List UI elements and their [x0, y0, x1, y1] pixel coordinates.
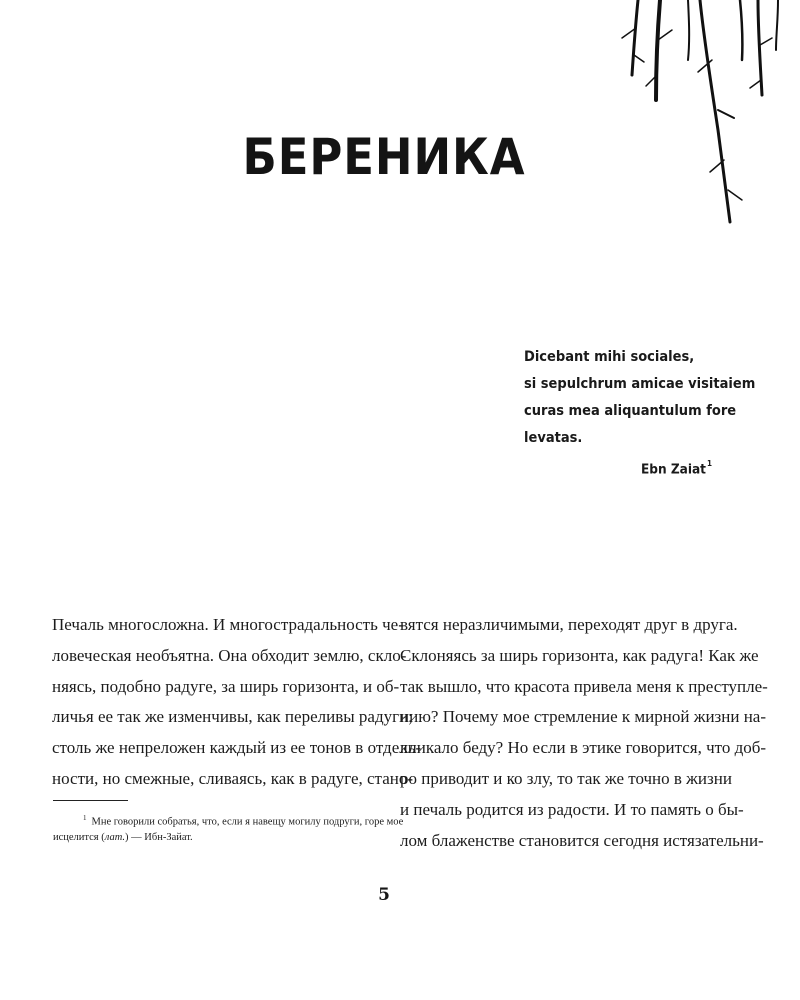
text-line: вятся неразличимыми, переходят друг в друга. — [400, 615, 738, 634]
text-line: ности, но смежные, сливаясь, как в радуге, стано- — [52, 768, 414, 788]
epigraph-line: levatas. — [524, 430, 583, 446]
text-line: кликало беду? Но если в этике говорится, что доб- — [400, 738, 767, 758]
epigraph-author-name: Ebn Zaiat — [640, 461, 706, 478]
text-line: Склоняясь за ширь горизонта, как радуга! Как же — [400, 645, 759, 665]
text-line: так вышло, что красота привела меня к преступле- — [400, 676, 768, 696]
footnote-text-italic: лат. — [104, 831, 126, 843]
footnote-line — [53, 811, 404, 830]
text-line: ро приводит и ко злу, то так же точно в жизни — [400, 768, 732, 788]
epigraph-line: curas mea aliquantulum fore — [524, 403, 737, 419]
text-line: ловеческая необъятна. Она обходит землю, скло- — [52, 645, 407, 665]
page-number: 5 — [378, 885, 390, 905]
text-line: лом блаженстве становится сегодня истязательни- — [400, 830, 764, 850]
footnote-text-start: исцелится ( — [53, 831, 105, 843]
hanging-branches-illustration — [600, 0, 800, 230]
text-line: и печаль родится из радости. И то память о бы- — [400, 799, 744, 819]
text-line: столь же непреложен каждый из ее тонов в отдель- — [52, 738, 422, 758]
text-line: няясь, подобно радуге, за ширь горизонта, и об- — [52, 676, 400, 696]
epigraph-line: si sepulchrum amicae visitaiem — [524, 376, 756, 392]
text-column-left — [52, 610, 422, 795]
text-line: личья ее так же изменчивы, как переливы радуги; — [52, 707, 413, 727]
epigraph-line: Dicebant mihi sociales, — [524, 349, 695, 365]
footnote — [53, 811, 404, 845]
footnote-text: Мне говорили собратья, что, если я навещу могилу подруги, горе мое — [91, 816, 404, 828]
footnote-marker: 1 — [706, 459, 712, 468]
footnote-line — [53, 830, 366, 845]
chapter-title: БЕРЕНИКА — [242, 128, 526, 186]
epigraph-author — [524, 452, 720, 484]
text-line: нию? Почему мое стремление к мирной жизни на- — [400, 707, 767, 727]
footnote-divider — [53, 800, 128, 801]
footnote-number: 1 — [83, 814, 87, 822]
footnote-text-end: ) — Ибн-Зайат. — [125, 831, 193, 843]
text-column-right — [400, 610, 768, 856]
epigraph — [524, 344, 756, 484]
text-line: Печаль многосложна. И многострадальность че- — [52, 615, 404, 634]
